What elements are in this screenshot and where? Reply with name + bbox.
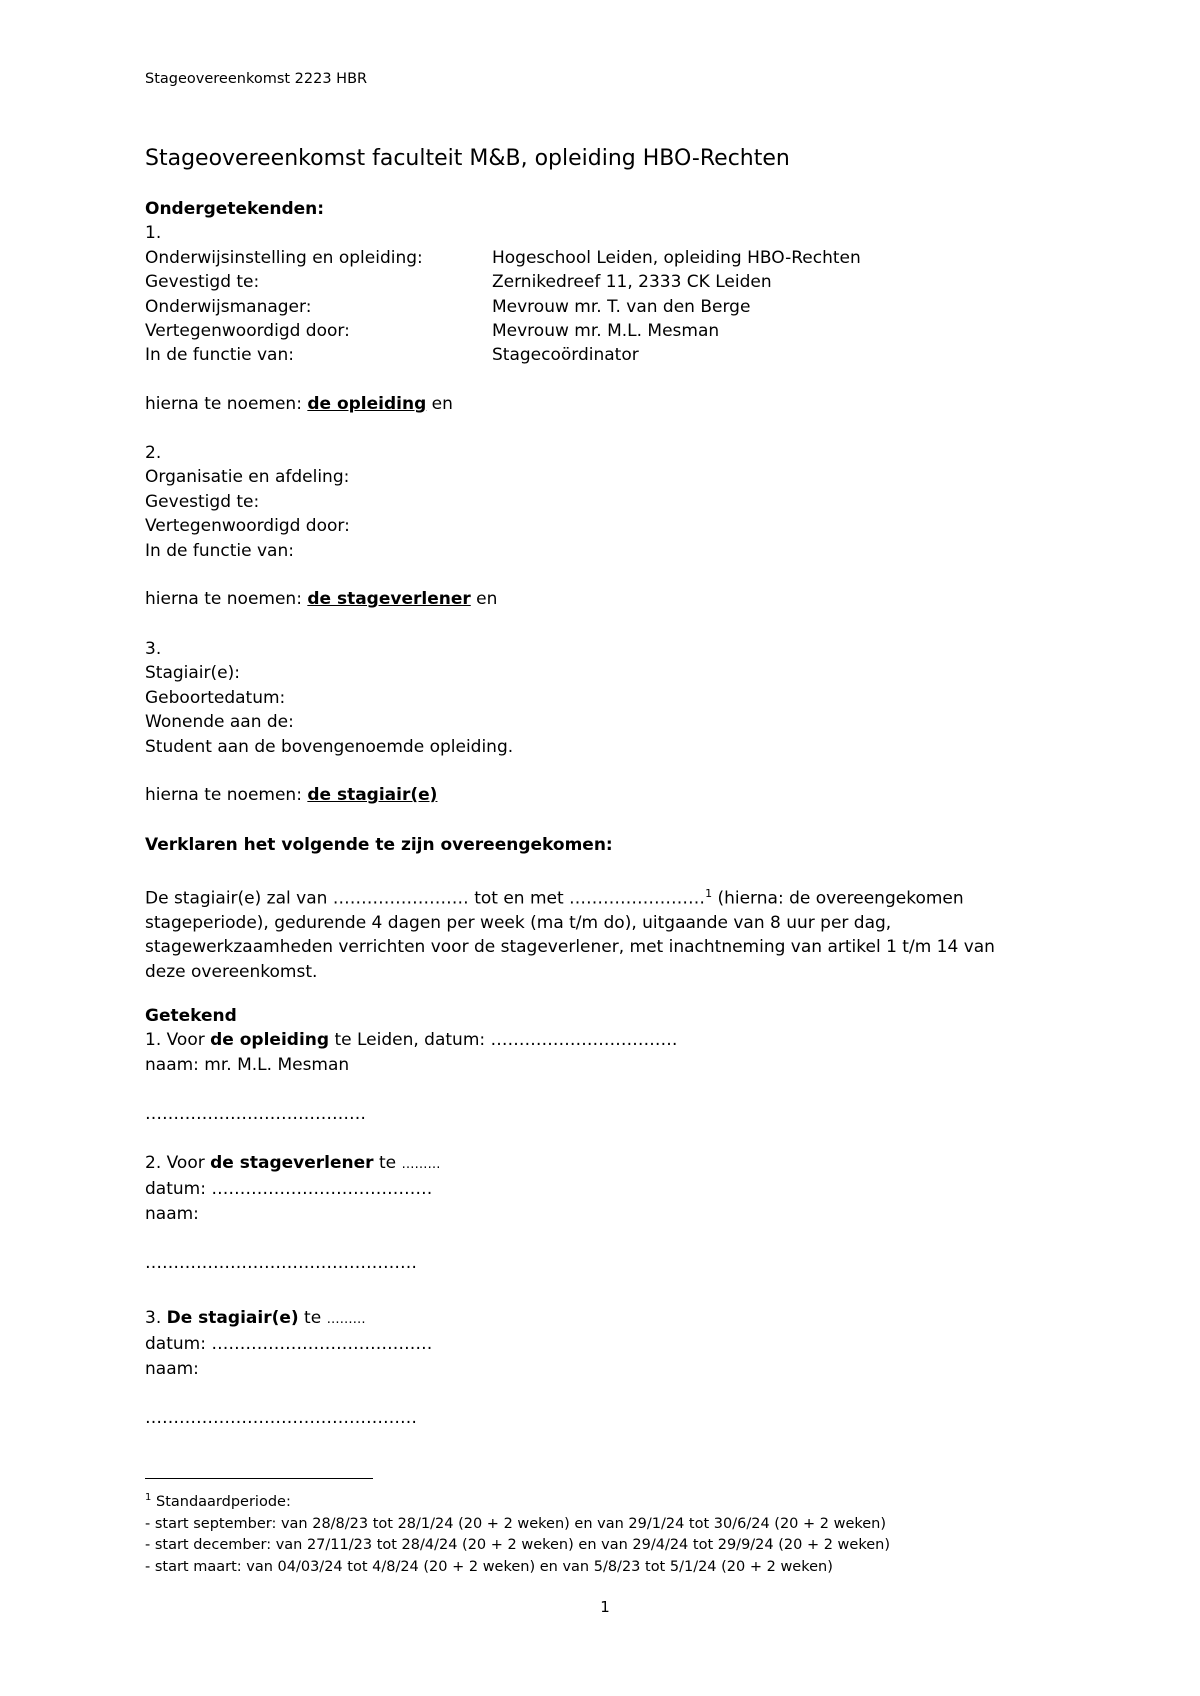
signature-block-1 <box>145 1004 678 1126</box>
footnote-reference: 1 <box>705 886 713 900</box>
page-number: 1 <box>600 1598 610 1616</box>
field-label: Onderwijsinstelling en opleiding: <box>145 247 423 268</box>
sign-suffix: te <box>298 1308 327 1328</box>
party-1-hierna <box>145 392 861 416</box>
sign-place-dots: ……… <box>326 1312 366 1327</box>
party-1-row <box>145 319 861 343</box>
sign-suffix: te Leiden, datum: …………………………… <box>329 1030 678 1051</box>
field-label: Vertegenwoordigd door: <box>145 321 350 342</box>
sign-2-datum: datum: ………………………………… <box>145 1179 433 1200</box>
paragraph-text: (hierna: de overeengekomen <box>712 888 964 909</box>
hierna-prefix: hierna te noemen: <box>145 589 308 610</box>
party-2-line: Vertegenwoordigd door: <box>145 516 350 537</box>
party-2-line: In de functie van: <box>145 540 294 561</box>
page-header: Stageovereenkomst 2223 HBR <box>145 71 368 87</box>
paragraph-line <box>145 882 995 911</box>
sign-party: de stageverlener <box>210 1153 374 1173</box>
party-2-line: Gevestigd te: <box>145 491 260 512</box>
sign-3-line <box>145 1306 432 1332</box>
field-label: Gevestigd te: <box>145 272 260 293</box>
getekend-heading: Getekend <box>145 1006 237 1026</box>
sign-2-naam: naam: <box>145 1203 199 1224</box>
ondergetekenden-heading: Ondergetekenden: <box>145 199 325 219</box>
sign-place-dots: ……… <box>401 1157 441 1172</box>
party-1-row <box>145 295 861 319</box>
footnote-line: - start september: van 28/8/23 tot 28/1/24 (20 + 2 weken) en van 29/1/24 tot 30/6/24 (20 + 2 weken) <box>145 1515 887 1532</box>
footnote <box>145 1487 890 1579</box>
field-value: Hogeschool Leiden, opleiding HBO-Rechten <box>492 247 861 268</box>
document-title: Stageovereenkomst faculteit M&B, opleiding HBO-Rechten <box>145 146 790 171</box>
paragraph-text: De stagiair(e) zal van …………………… tot en met …………………… <box>145 888 706 909</box>
footnote-line: - start december: van 27/11/23 tot 28/4/24 (20 + 2 weken) en van 29/4/24 tot 29/9/24 (20 + 2 weken) <box>145 1537 890 1554</box>
agreement-block <box>145 833 995 984</box>
sign-3-datum: datum: ………………………………… <box>145 1334 433 1355</box>
field-label: In de functie van: <box>145 345 294 366</box>
party-2-block <box>145 441 497 612</box>
hierna-prefix: hierna te noemen: <box>145 394 308 415</box>
party-3-line: Geboortedatum: <box>145 687 286 708</box>
field-value: Zernikedreef 11, 2333 CK Leiden <box>492 272 772 293</box>
sign-suffix: te <box>373 1153 402 1173</box>
sign-1-signature-line: ………………………………… <box>145 1103 366 1124</box>
sign-prefix: 3. <box>145 1308 167 1328</box>
party-1-block <box>145 197 861 417</box>
footnote-number: 1 <box>145 1492 152 1503</box>
sign-3-signature-line: ………………………………………… <box>145 1407 417 1428</box>
party-3-line: Wonende aan de: <box>145 712 294 733</box>
sign-prefix: 1. Voor <box>145 1030 211 1051</box>
party-2-line: Organisatie en afdeling: <box>145 467 350 488</box>
party-1-row <box>145 246 861 270</box>
sign-2-line <box>145 1151 440 1177</box>
field-value: Mevrouw mr. M.L. Mesman <box>492 321 720 342</box>
party-1-row <box>145 343 861 367</box>
sign-1-line <box>145 1028 678 1052</box>
sign-3-naam: naam: <box>145 1358 199 1379</box>
footnote-separator <box>145 1478 373 1479</box>
sign-party: de opleiding <box>210 1030 330 1051</box>
verklaren-heading: Verklaren het volgende te zijn overeengekomen: <box>145 835 613 855</box>
signature-block-3 <box>145 1306 432 1430</box>
paragraph-line: stagewerkzaamheden verrichten voor de stageverlener, met inachtneming van artikel 1 t/m 14 van <box>145 937 995 958</box>
footnote-line: - start maart: van 04/03/24 tot 4/8/24 (20 + 2 weken) en van 5/8/23 tot 5/1/24 (20 + 2 weken) <box>145 1558 833 1575</box>
party-2-hierna <box>145 587 497 611</box>
sign-2-signature-line: ………………………………………… <box>145 1252 417 1273</box>
field-value: Stagecoördinator <box>492 345 639 366</box>
hierna-term: de stageverlener <box>307 589 471 610</box>
hierna-term: de opleiding <box>307 394 427 415</box>
party-3-line: Student aan de bovengenoemde opleiding. <box>145 736 514 757</box>
sign-1-naam: naam: mr. M.L. Mesman <box>145 1054 350 1075</box>
party-3-hierna <box>145 783 513 807</box>
sign-prefix: 2. Voor <box>145 1153 211 1173</box>
party-1-row <box>145 270 861 294</box>
signature-block-2 <box>145 1151 440 1275</box>
paragraph-line: stageperiode), gedurende 4 dagen per week (ma t/m do), uitgaande van 8 uur per dag, <box>145 912 892 933</box>
footnote-title <box>145 1487 890 1514</box>
hierna-suffix: en <box>426 394 453 415</box>
party-3-number: 3. <box>145 639 162 659</box>
field-label: Onderwijsmanager: <box>145 296 312 317</box>
hierna-suffix: en <box>470 589 498 610</box>
party-2-number: 2. <box>145 443 162 463</box>
party-3-line: Stagiair(e): <box>145 663 240 684</box>
field-value: Mevrouw mr. T. van den Berge <box>492 296 751 317</box>
party-3-block <box>145 637 513 808</box>
paragraph-line: deze overeenkomst. <box>145 961 318 982</box>
sign-party: De stagiair(e) <box>166 1308 299 1328</box>
hierna-term: de stagiair(e) <box>307 785 438 806</box>
hierna-prefix: hierna te noemen: <box>145 785 308 806</box>
party-1-number: 1. <box>145 223 162 244</box>
footnote-title-text: Standaardperiode: <box>151 1493 291 1510</box>
